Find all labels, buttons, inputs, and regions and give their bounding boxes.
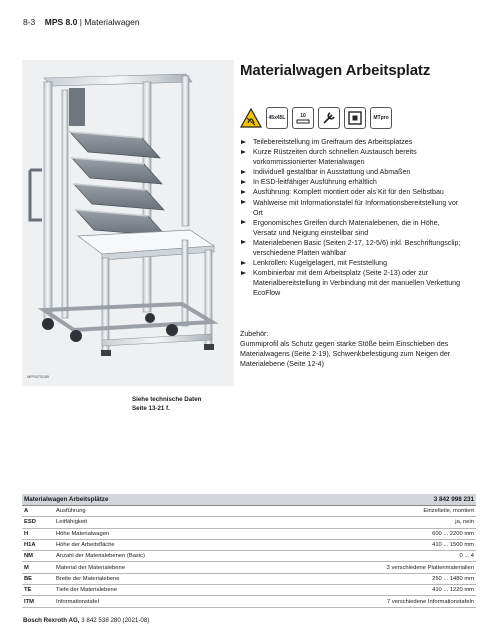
feature-list [240,137,462,299]
header-separator: | [79,17,82,27]
table-row [22,517,476,528]
list-item: Ergonomisches Greifen durch Materialebenen, die in Höhe, Versatz und Neigung einstellbar sind [240,218,462,238]
figure-code: MPS975285 [27,374,50,379]
row-value: 7 verschiedene Informationstafeln [267,596,476,607]
row-value: 0 ... 4 [267,551,476,562]
row-code: A [22,506,54,517]
slot-10-icon [292,107,314,129]
product-figure [22,60,234,386]
table-leg-front-left [102,258,109,352]
table-row [22,585,476,596]
row-label: Höhe Materialwagen [54,528,267,539]
upright-left-back [62,90,68,318]
table-row [22,539,476,550]
row-code: NM [22,551,54,562]
list-item: In ESD-leitfähiger Ausführung erhältlich [240,177,462,187]
row-code: M [22,562,54,573]
row-value: 410 ... 1500 mm [267,539,476,550]
list-item: Individuell gestaltbar in Ausstattung und Abmaßen [240,167,462,177]
caption-line-2: Seite 13-21 f. [132,405,170,412]
table-title: Materialwagen Arbeitsplätze [22,494,267,506]
list-item: Lenkrollen: Kugelgelagert, mit Feststellung [240,258,462,268]
footer-company: Bosch Rexroth AG, [23,617,80,624]
row-label: Leitfähigkeit [54,517,267,528]
section-name: Materialwagen [84,17,140,27]
row-label: Informationstafel [54,596,267,607]
table-leg-front-right [205,250,212,346]
row-value: 600 ... 2200 mm [267,528,476,539]
row-label: Material der Materialebene [54,562,267,573]
part-number: 3 842 998 231 [267,494,476,506]
table-header-row [22,494,476,506]
figure-caption [132,395,242,413]
cross-section-icon [344,107,366,129]
table-row [22,506,476,517]
list-item: Kombinierbar mit dem Arbeitsplatz (Seite 2-13) oder zur Materialbereitstellung in Verbindung mit der manuellen Verkettung EcoFlow [240,268,462,298]
row-label: Ausführung [54,506,267,517]
row-value: 3 verschiedene Plattenmaterialien [267,562,476,573]
row-value: 250 ... 1480 mm [267,573,476,584]
table-row [22,596,476,607]
info-board [69,88,85,126]
list-item: Ausführung: Komplett montiert oder als Kit für den Selbstbau [240,187,462,197]
spec-table [22,494,476,608]
row-code: BE [22,573,54,584]
page-footer [23,617,149,624]
list-item: Kurze Rüstzeiten durch schnellen Austausch bereits vorkommissionierter Materialwagen [240,147,462,167]
row-code: ITM [22,596,54,607]
caption-line-1: Siehe technische Daten [132,396,202,403]
row-value: Einzelteile, montiert [267,506,476,517]
table-row [22,528,476,539]
page-number: 8-3 [23,17,36,27]
tool-icon [318,107,340,129]
footer-doc-number: 3 842 538 280 (2021-08) [81,617,150,624]
row-label: Anzahl der Materialebenen (Basic) [54,551,267,562]
table-row [22,551,476,562]
list-item: Teilebereitstellung im Greifraum des Arbeitsplatzes [240,137,462,147]
row-code: ESD [22,517,54,528]
upright-left-front [44,82,52,322]
row-value: ja, nein [267,517,476,528]
row-code: H [22,528,54,539]
top-beam [44,74,192,86]
page-title: Materialwagen Arbeitsplatz [240,62,431,79]
row-label: Höhe der Arbeitsfläche [54,539,267,550]
slot-10-label: 10 [300,113,306,119]
row-code: H1A [22,539,54,550]
row-label: Breite der Materialebene [54,573,267,584]
table-row [22,562,476,573]
profile-45x45-icon: 45x45L [266,107,288,129]
feature-icons [240,107,392,129]
row-code: TE [22,585,54,596]
upright-right [182,76,189,226]
row-value: 410 ... 1220 mm [267,585,476,596]
material-cart-illustration [22,60,234,386]
push-handle [30,170,42,220]
row-label: Tiefe der Materialebene [54,585,267,596]
list-item: Materialebenen Basic (Seiten 2-17, 12-5/6) inkl. Beschriftungsclip; verschiedene Platten wählbar [240,238,462,258]
material-shelves [70,132,166,236]
accessories-text: Gummiprofil als Schutz gegen starke Stöße beim Einschieben des Materialwagens (Seite 2-19), Schwenkbefestigung zum Neigen der Materialebene (Seite 12-4) [240,340,451,369]
list-item: Wahlweise mit Informationstafel für Informationsbereitstellung vor Ort [240,198,462,218]
table-row [22,573,476,584]
accessories-heading: Zubehör: [240,330,269,338]
esd-warning-icon [240,107,262,129]
product-name: MPS 8.0 [44,17,78,27]
page-header [23,17,140,27]
mtpro-icon: MTpro [370,107,392,129]
accessories [240,329,466,369]
